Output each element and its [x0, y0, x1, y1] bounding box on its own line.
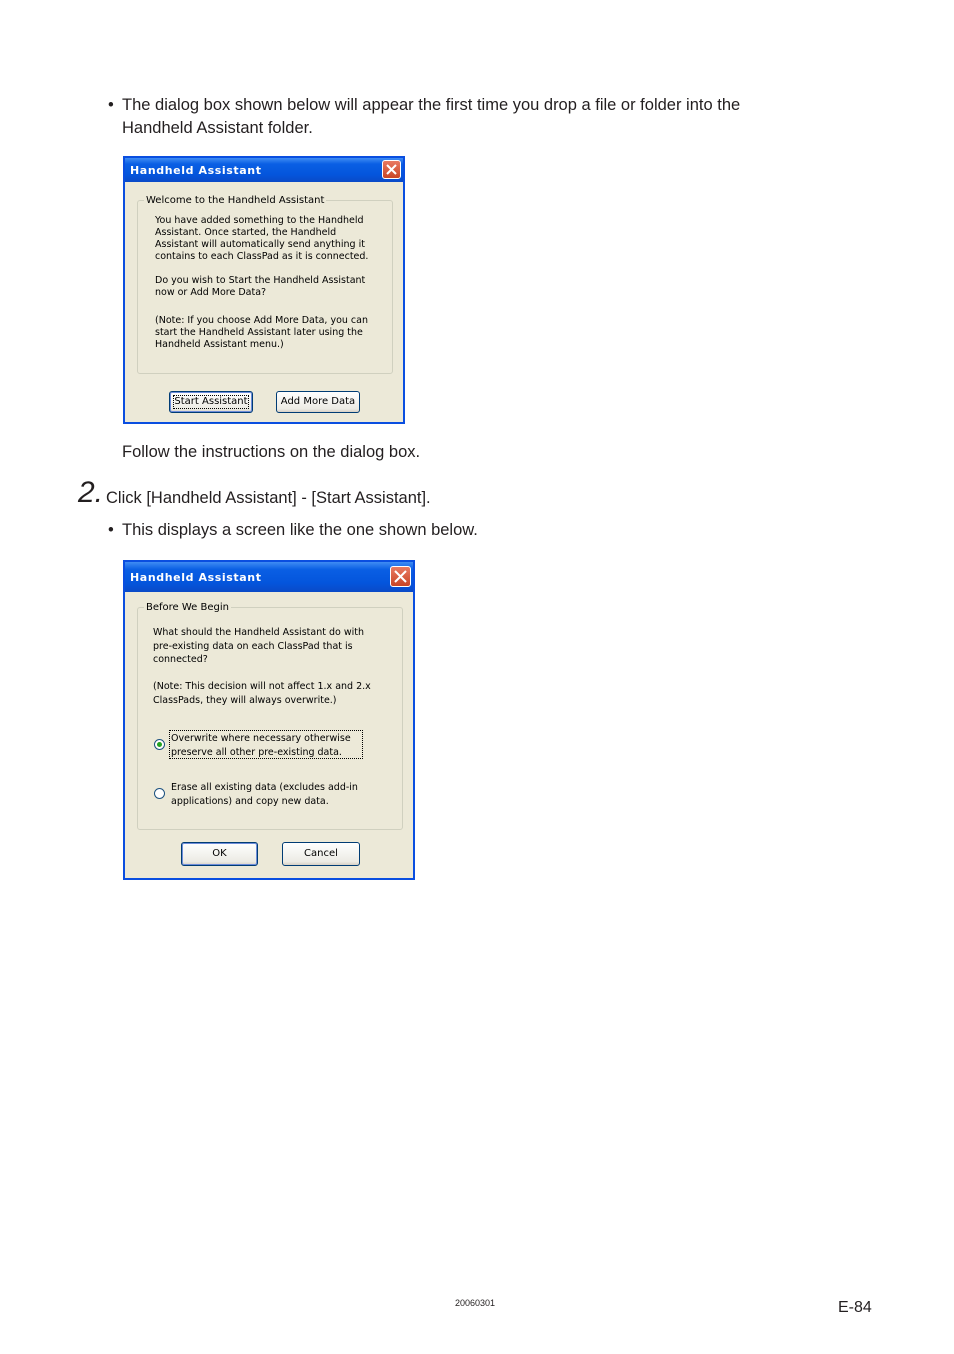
- text-line: (Note: This decision will not affect 1.x and 2.x: [153, 681, 371, 692]
- before-we-begin-dialog: [123, 560, 415, 880]
- close-button[interactable]: [382, 160, 401, 179]
- welcome-groupbox: [137, 195, 393, 374]
- page-number: E-84: [838, 1299, 872, 1316]
- add-more-data-label: Add More Data: [280, 396, 356, 407]
- overwrite-option-label[interactable]: [171, 732, 351, 759]
- text-line: Do you wish to Start the Handheld Assistant: [155, 275, 366, 286]
- note-paragraph: [155, 315, 368, 351]
- step2-bullet: [108, 519, 478, 542]
- bullet-dot: •: [108, 96, 114, 114]
- start-assistant-button[interactable]: [169, 391, 253, 413]
- text-line: applications) and copy new data.: [171, 795, 329, 807]
- text-line: connected?: [153, 654, 208, 665]
- before-we-begin-groupbox: [137, 602, 403, 830]
- cancel-label: Cancel: [304, 848, 338, 859]
- step-number: 2.: [78, 476, 104, 509]
- question-paragraph: [155, 275, 365, 299]
- text-line: pre-existing data on each ClassPad that is: [153, 640, 353, 652]
- dialog-titlebar[interactable]: [125, 158, 403, 182]
- add-more-data-button[interactable]: [276, 391, 360, 413]
- text-line: now or Add More Data?: [155, 287, 267, 298]
- intro-line-2: Handheld Assistant folder.: [122, 119, 313, 137]
- close-icon: [394, 570, 407, 583]
- text-line: contains to each ClassPad as it is connected.: [155, 251, 369, 262]
- text-line: start the Handheld Assistant later using the: [155, 327, 363, 338]
- group-label: Welcome to the Handheld Assistant: [146, 195, 325, 206]
- question-text: [153, 626, 364, 667]
- bullet-dot: •: [108, 521, 114, 539]
- text-line: Erase all existing data (excludes add-in: [171, 782, 358, 793]
- text-line: (Note: If you choose Add More Data, you can: [155, 315, 368, 326]
- dialog-titlebar[interactable]: [125, 562, 413, 592]
- cancel-button[interactable]: [282, 842, 360, 866]
- text-line: Handheld Assistant menu.): [155, 339, 284, 350]
- text-line: Assistant will automatically send anything it: [155, 239, 365, 250]
- erase-radio[interactable]: [154, 788, 165, 799]
- close-icon: [386, 164, 397, 175]
- welcome-dialog: [123, 156, 405, 424]
- dialog-title: Handheld Assistant: [130, 571, 262, 584]
- ok-label: OK: [212, 848, 227, 859]
- focus-rect: [173, 395, 249, 409]
- text-line: ClassPads, they will always overwrite.): [153, 694, 337, 706]
- radio-selected-dot: [157, 742, 162, 747]
- text-line: Overwrite where necessary otherwise: [171, 733, 351, 744]
- text-line: You have added something to the Handheld: [155, 215, 364, 226]
- text-line: What should the Handheld Assistant do with: [153, 627, 364, 638]
- overwrite-radio[interactable]: [154, 739, 165, 750]
- step-text: Click [Handheld Assistant] - [Start Assistant].: [106, 489, 431, 507]
- start-assistant-label: Start Assistant: [174, 396, 248, 407]
- text-line: preserve all other pre-existing data.: [171, 746, 342, 758]
- document-code: 20060301: [455, 1298, 496, 1308]
- intro-line-1: The dialog box shown below will appear the first time you drop a file or folder into the: [122, 96, 741, 114]
- ok-button[interactable]: [181, 842, 258, 866]
- step2-bullet-text: This displays a screen like the one shown below.: [122, 521, 478, 539]
- close-button[interactable]: [390, 566, 411, 587]
- intro-bullet: [108, 94, 741, 140]
- text-line: Assistant. Once started, the Handheld: [155, 227, 337, 238]
- note-text: [153, 680, 371, 707]
- follow-instructions-text: Follow the instructions on the dialog box.: [122, 443, 421, 461]
- intro-paragraph: [155, 215, 368, 263]
- dialog-title: Handheld Assistant: [130, 164, 262, 177]
- group-label: Before We Begin: [146, 602, 229, 613]
- erase-option-label[interactable]: [171, 781, 358, 808]
